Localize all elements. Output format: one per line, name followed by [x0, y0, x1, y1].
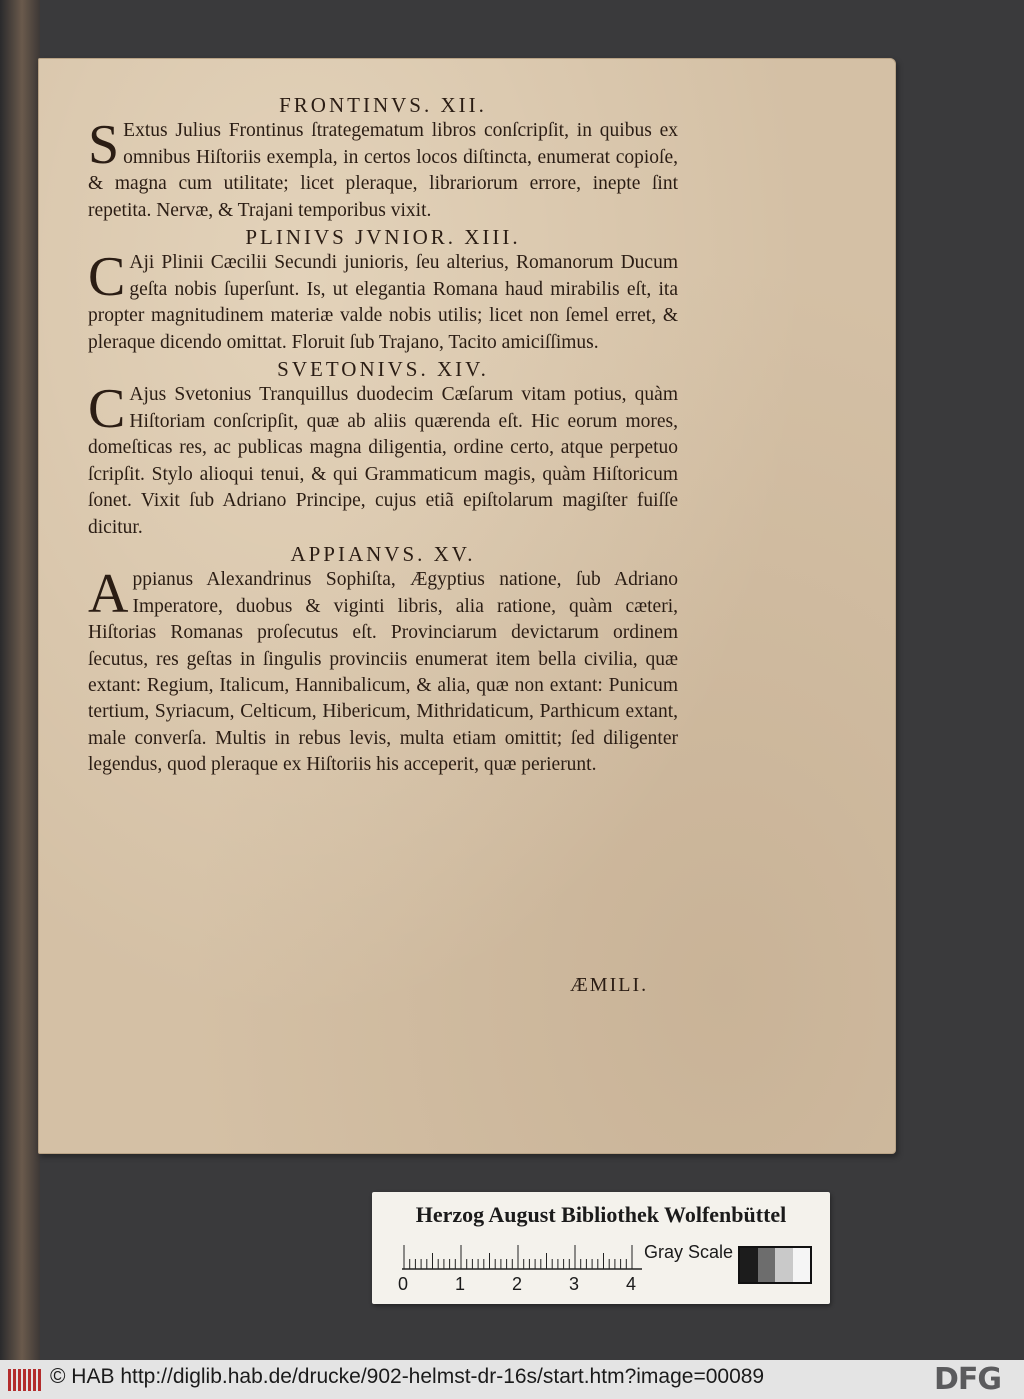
section-text-svetonius: CAjus Svetonius Tranquillus duodecim Cæſarum vitam potius, quàm Hiſtoriam conſcripſit, quæ ab aliis quærenda eſt. Hic eorum mores, domeſticas res, ac publicas magna diligentia, ordine certo, atque perpetuo ſcripſit. Stylo alioqui tenui, & qui Grammaticum magis, quàm Hiſtoricum ſonet. Vixit ſub Adriano Principe, cujus etiã epiſtolarum magiſter fuiſſe dicitur. [88, 378, 678, 538]
gray-swatch [758, 1248, 776, 1282]
section-heading-appianus: APPIANVS. XV. [290, 541, 476, 566]
ruler-label: 4 [626, 1274, 637, 1294]
footer-bar [0, 1360, 1024, 1399]
footer-copyright-link[interactable]: © HAB http://diglib.hab.de/drucke/902-helmst-dr-16s/start.htm?image=00089 [50, 1365, 765, 1388]
gray-swatch [740, 1248, 758, 1282]
catchword: ÆMILI. [570, 974, 649, 996]
section-text-appianus: Appianus Alexandrinus Sophiſta, Ægyptius natione, ſub Adriano Imperatore, duobus & viginti libris, alia ratione, quàm cæteri, Hiſtorias Romanas proſecutus eſt. Provinciarum devictarum ordinem ſecutus, res geſtas in ſingulis provinciis enumerat item bella civilia, quæ extant: Regium, Italicum, Hannibalicum, & alia, quæ non extant: Punicum tertium, Syriacum, Celticum, Hibericum, Mithridaticum, Parthicum extant, male converſa. Multis in rebus levis, multa etiam omittit; ſed diligenter legendus, quod pleraque ex Hiſtoriis his acceperit, quæ perierunt. [88, 563, 678, 776]
ruler-labels [398, 1274, 648, 1296]
section-heading-plinius: PLINIVS JVNIOR. XIII. [245, 225, 521, 250]
ruler [402, 1242, 642, 1270]
color-reference-card [372, 1192, 830, 1304]
gray-scale-label: Gray Scale [644, 1242, 734, 1262]
ruler-label: 3 [569, 1274, 580, 1294]
gray-swatch [775, 1248, 793, 1282]
dfg-logo: DFG [934, 1362, 1002, 1397]
page-text [88, 92, 678, 779]
barcode-icon [8, 1369, 42, 1391]
ruler-label: 2 [512, 1274, 523, 1294]
section-heading-frontinus: FRONTINVS. XII. [279, 93, 487, 117]
scan-backdrop [0, 0, 40, 1360]
section-heading-svetonius: SVETONIVS. XIV. [277, 357, 489, 382]
section-text-plinius: CAji Plinii Cæcilii Secundi junioris, ſeu alterius, Romanorum Ducum geſta nobis ſuperſunt. Is, ut elegantia Romana haud mirabilis eſt, ita propter magnitudinem materiæ valde nobis utilis; licet non ſemel erret, & pleraque dicendo omittat. Floruit ſub Trajano, Tacito amiciſſimus. [88, 246, 678, 353]
section-text-frontinus: SExtus Julius Frontinus ſtrategematum libros conſcripſit, in quibus ex omnibus Hiſtoriis exempla, in certos locos diſtincta, enumerat copioſe, & magna cum utilitate; licet pleraque, librariorum errore, inepte ſint repetita. Nervæ, & Trajani temporibus vixit. [88, 114, 678, 221]
ruler-label: 1 [455, 1274, 466, 1294]
card-title: Herzog August Bibliothek Wolfenbüttel [415, 1202, 787, 1227]
gray-scale-swatches [738, 1246, 812, 1284]
gray-swatch [793, 1248, 811, 1282]
ruler-label: 0 [398, 1274, 409, 1294]
